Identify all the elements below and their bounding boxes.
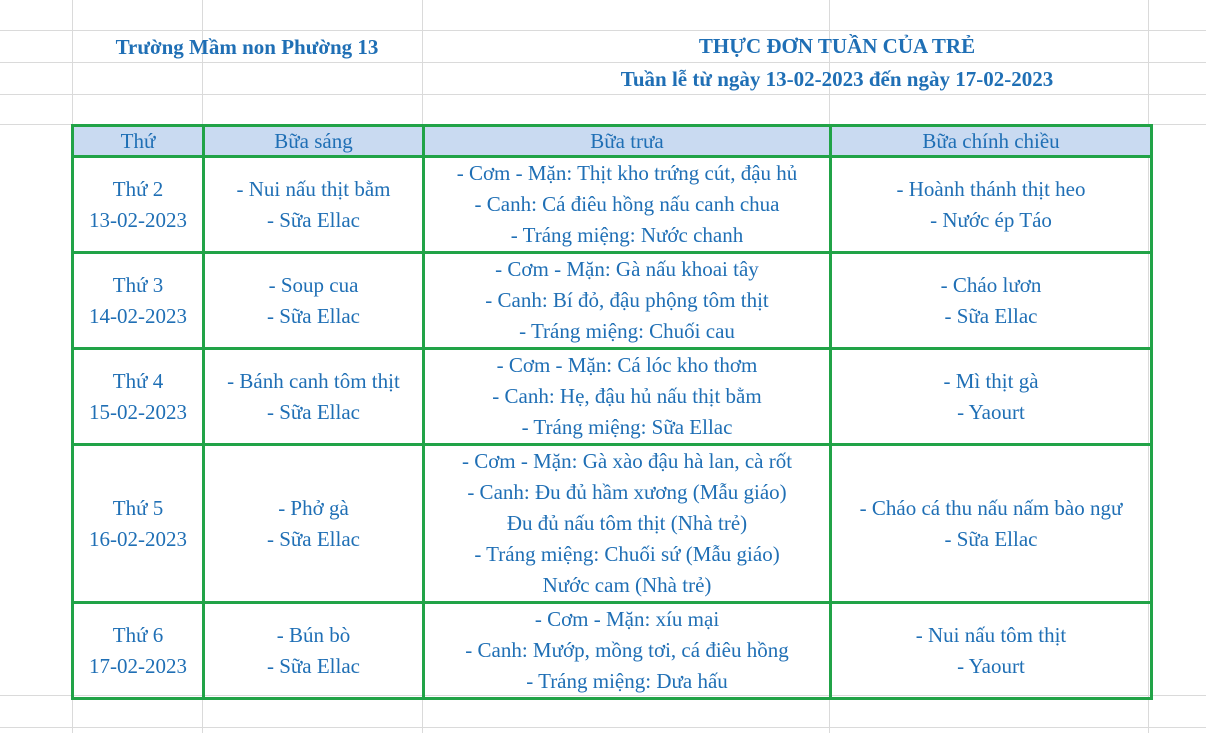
- day-label: Thứ 6: [112, 622, 164, 647]
- menu-line: - Bún bò: [276, 622, 351, 647]
- day-label: Thứ 2: [112, 176, 164, 201]
- breakfast-cell: [204, 157, 424, 253]
- menu-line: - Hoành thánh thịt heo: [896, 176, 1086, 201]
- column-header-day: Thứ: [73, 126, 204, 157]
- breakfast-cell: [204, 253, 424, 349]
- afternoon-cell: [831, 157, 1152, 253]
- column-header-breakfast: Bữa sáng: [204, 126, 424, 157]
- day-label: Thứ 3: [112, 272, 164, 297]
- day-cell: [73, 603, 204, 699]
- week-range: Tuần lễ từ ngày 13-02-2023 đến ngày 17-02-2023: [620, 67, 1054, 91]
- page-title: THỰC ĐƠN TUẦN CỦA TRẺ: [698, 34, 976, 58]
- day-cell: [73, 445, 204, 603]
- day-date: 15-02-2023: [89, 399, 187, 424]
- lunch-cell: [424, 603, 831, 699]
- menu-line: - Yaourt: [957, 653, 1025, 678]
- menu-line: Đu đủ nấu tôm thịt (Nhà trẻ): [506, 511, 748, 535]
- menu-line: - Canh: Cá điêu hồng nấu canh chua: [474, 192, 780, 216]
- menu-line: - Sữa Ellac: [266, 207, 360, 232]
- menu-line: Nước cam (Nhà trẻ): [542, 573, 712, 597]
- day-date: 16-02-2023: [89, 526, 187, 551]
- lunch-cell: [424, 349, 831, 445]
- table-header-row: [73, 126, 1152, 157]
- menu-line: - Nui nấu thịt bằm: [236, 176, 391, 201]
- menu-line: - Sữa Ellac: [266, 399, 360, 424]
- menu-line: - Canh: Bí đỏ, đậu phộng tôm thịt: [485, 288, 769, 312]
- menu-line: - Bánh canh tôm thịt: [227, 368, 400, 393]
- menu-line: - Cháo lươn: [940, 272, 1042, 297]
- day-label: Thứ 4: [112, 368, 164, 393]
- menu-line: - Sữa Ellac: [944, 526, 1038, 551]
- breakfast-cell: [204, 349, 424, 445]
- table-row: [73, 157, 1152, 253]
- lunch-cell: [424, 253, 831, 349]
- day-cell: [73, 349, 204, 445]
- menu-line: - Sữa Ellac: [944, 303, 1038, 328]
- day-date: 17-02-2023: [89, 653, 187, 678]
- table-row: [73, 253, 1152, 349]
- menu-line: - Sữa Ellac: [266, 653, 360, 678]
- menu-line: - Yaourt: [957, 399, 1025, 424]
- menu-line: - Sữa Ellac: [266, 303, 360, 328]
- menu-line: - Sữa Ellac: [266, 526, 360, 551]
- lunch-cell: [424, 157, 831, 253]
- afternoon-cell: [831, 445, 1152, 603]
- table-row: [73, 349, 1152, 445]
- menu-line: - Cơm - Mặn: Gà nấu khoai tây: [495, 257, 759, 281]
- day-label: Thứ 5: [112, 495, 164, 520]
- menu-line: - Cháo cá thu nấu nấm bào ngư: [859, 495, 1123, 520]
- day-cell: [73, 157, 204, 253]
- table-row: [73, 603, 1152, 699]
- school-name: Trường Mầm non Phường 13: [115, 35, 379, 59]
- menu-line: - Cơm - Mặn: Thịt kho trứng cút, đậu hủ: [456, 161, 798, 185]
- table-row: [73, 445, 1152, 603]
- menu-line: - Canh: Hẹ, đậu hủ nấu thịt bằm: [492, 384, 762, 408]
- day-date: 14-02-2023: [89, 303, 187, 328]
- menu-line: - Tráng miệng: Dưa hấu: [526, 669, 728, 693]
- menu-line: - Mì thịt gà: [943, 368, 1039, 393]
- menu-line: - Tráng miệng: Nước chanh: [510, 223, 744, 247]
- menu-line: - Cơm - Mặn: xíu mại: [534, 607, 720, 631]
- menu-line: - Tráng miệng: Chuối sứ (Mẫu giáo): [474, 542, 780, 566]
- afternoon-cell: [831, 253, 1152, 349]
- menu-line: - Tráng miệng: Sữa Ellac: [521, 415, 733, 439]
- menu-line: - Cơm - Mặn: Gà xào đậu hà lan, cà rốt: [461, 449, 793, 473]
- menu-line: - Cơm - Mặn: Cá lóc kho thơm: [496, 353, 758, 377]
- weekly-menu-table: [71, 124, 1153, 700]
- menu-line: - Nước ép Táo: [930, 207, 1052, 232]
- breakfast-cell: [204, 603, 424, 699]
- afternoon-cell: [831, 603, 1152, 699]
- day-cell: [73, 253, 204, 349]
- lunch-cell: [424, 445, 831, 603]
- column-header-afternoon: Bữa chính chiều: [831, 126, 1152, 157]
- menu-line: - Canh: Mướp, mồng tơi, cá điêu hồng: [465, 638, 789, 662]
- menu-line: - Phở gà: [278, 495, 349, 520]
- menu-line: - Nui nấu tôm thịt: [915, 622, 1067, 647]
- day-date: 13-02-2023: [89, 207, 187, 232]
- menu-line: - Soup cua: [268, 272, 359, 297]
- menu-line: - Tráng miệng: Chuối cau: [519, 319, 735, 343]
- afternoon-cell: [831, 349, 1152, 445]
- column-header-lunch: Bữa trưa: [424, 126, 831, 157]
- menu-line: - Canh: Đu đủ hầm xương (Mẫu giáo): [467, 480, 787, 504]
- breakfast-cell: [204, 445, 424, 603]
